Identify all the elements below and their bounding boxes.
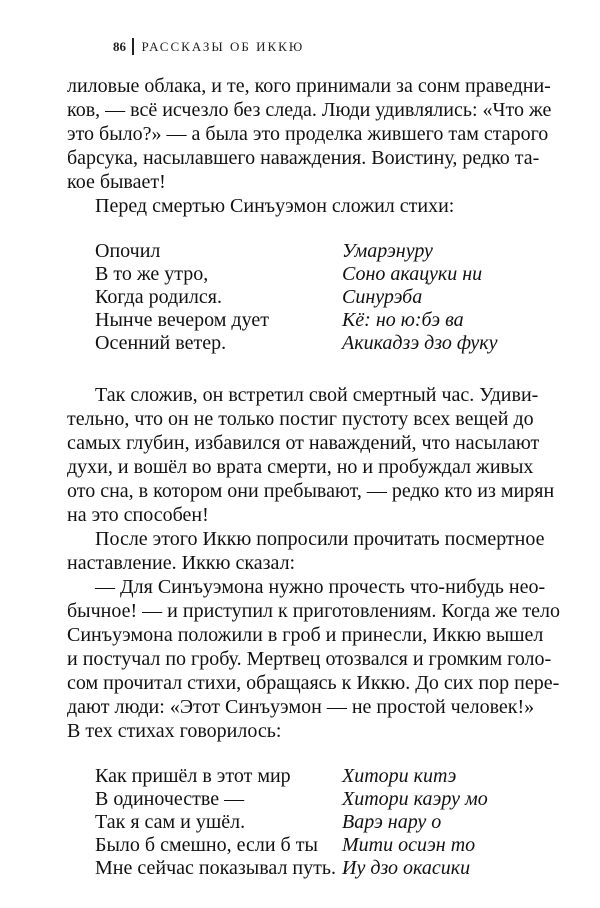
poem-line-russian: Так я сам и ушёл. (95, 811, 246, 833)
text-line: это было?» — а была это проделка жившего там старого (67, 123, 549, 145)
text-line: сом прочитал стихи, обращаясь к Иккю. До сих пор пере- (67, 672, 560, 694)
poem-line-russian: Опочил (95, 240, 161, 262)
text-line: дают люди: «Этот Синъуэмон — не простой человек!» (67, 696, 535, 718)
poem-line-russian: Осенний ветер. (95, 332, 227, 354)
text-line: на это способен! (67, 504, 209, 526)
text-line: самых глубин, избавился от наваждений, что насылают (67, 432, 540, 454)
text-line: и постучал по гробу. Мертвец отозвался и громким голо- (67, 648, 552, 670)
text-line: бычное! — и приступил к приготовлениям. Когда же тело (67, 600, 560, 622)
text-line: барсука, насылавшего наваждения. Воистину, редко та- (67, 147, 540, 169)
poem-line-japanese: Кё: но ю:бэ ва (342, 309, 464, 331)
page-number: 86 (113, 39, 126, 54)
text-line: кое бывает! (67, 171, 166, 193)
poem-line-russian: Когда родился. (95, 286, 222, 308)
poem-line-russian: В то же утро, (95, 263, 209, 285)
poem-line-russian: Как пришёл в этот мир (95, 765, 291, 787)
text-line: ков, — всё исчезло без следа. Люди удивлялись: «Что же (67, 99, 552, 121)
poem-line-japanese: Варэ нару о (342, 811, 442, 833)
text-line: ото сна, в котором они пребывают, — редко кто из мирян (67, 480, 555, 502)
poem-line-russian: Нынче вечером дует (95, 309, 269, 331)
poem-line-russian: Мне сейчас показывал путь. (95, 857, 336, 879)
poem-line-russian: Было б смешно, если б ты (95, 834, 318, 856)
poem-line-japanese: Хитори каэру мо (342, 788, 488, 810)
poem-line-japanese: Иу дзо окасики (342, 857, 471, 879)
text-line: В тех стихах говорилось: (67, 720, 282, 742)
poem-line-japanese: Соно акацуки ни (342, 263, 483, 285)
poem-line-japanese: Мити осиэн то (342, 834, 476, 856)
text-line: После этого Иккю попросили прочитать посмертное (95, 528, 545, 550)
running-header (113, 38, 304, 55)
text-line: лиловые облака, и те, кого принимали за сонм праведни- (67, 75, 551, 97)
header-divider (132, 38, 134, 55)
poem-line-japanese: Хитори китэ (342, 765, 457, 787)
running-title: РАССКАЗЫ ОБ ИККЮ (141, 39, 305, 54)
text-line: тельно, что он не только постиг пустоту всех вещей до (67, 408, 534, 430)
poem-line-japanese: Акикадзэ дзо фуку (342, 332, 498, 354)
text-line: духи, и вошёл во врата смерти, но и пробуждал живых (67, 456, 534, 478)
poem-line-japanese: Синурэба (342, 286, 423, 308)
poem-line-japanese: Умарэнуру (342, 240, 433, 262)
text-line: наставление. Иккю сказал: (67, 552, 296, 574)
text-line: Так сложив, он встретил свой смертный час. Удиви- (95, 384, 539, 406)
poem-line-russian: В одиночестве — (95, 788, 245, 810)
text-line: Перед смертью Синъуэмон сложил стихи: (95, 195, 455, 217)
text-line: Синъуэмона положили в гроб и принесли, Иккю вышел (67, 624, 544, 646)
text-line: — Для Синъуэмона нужно прочесть что-нибудь нео- (95, 576, 546, 598)
